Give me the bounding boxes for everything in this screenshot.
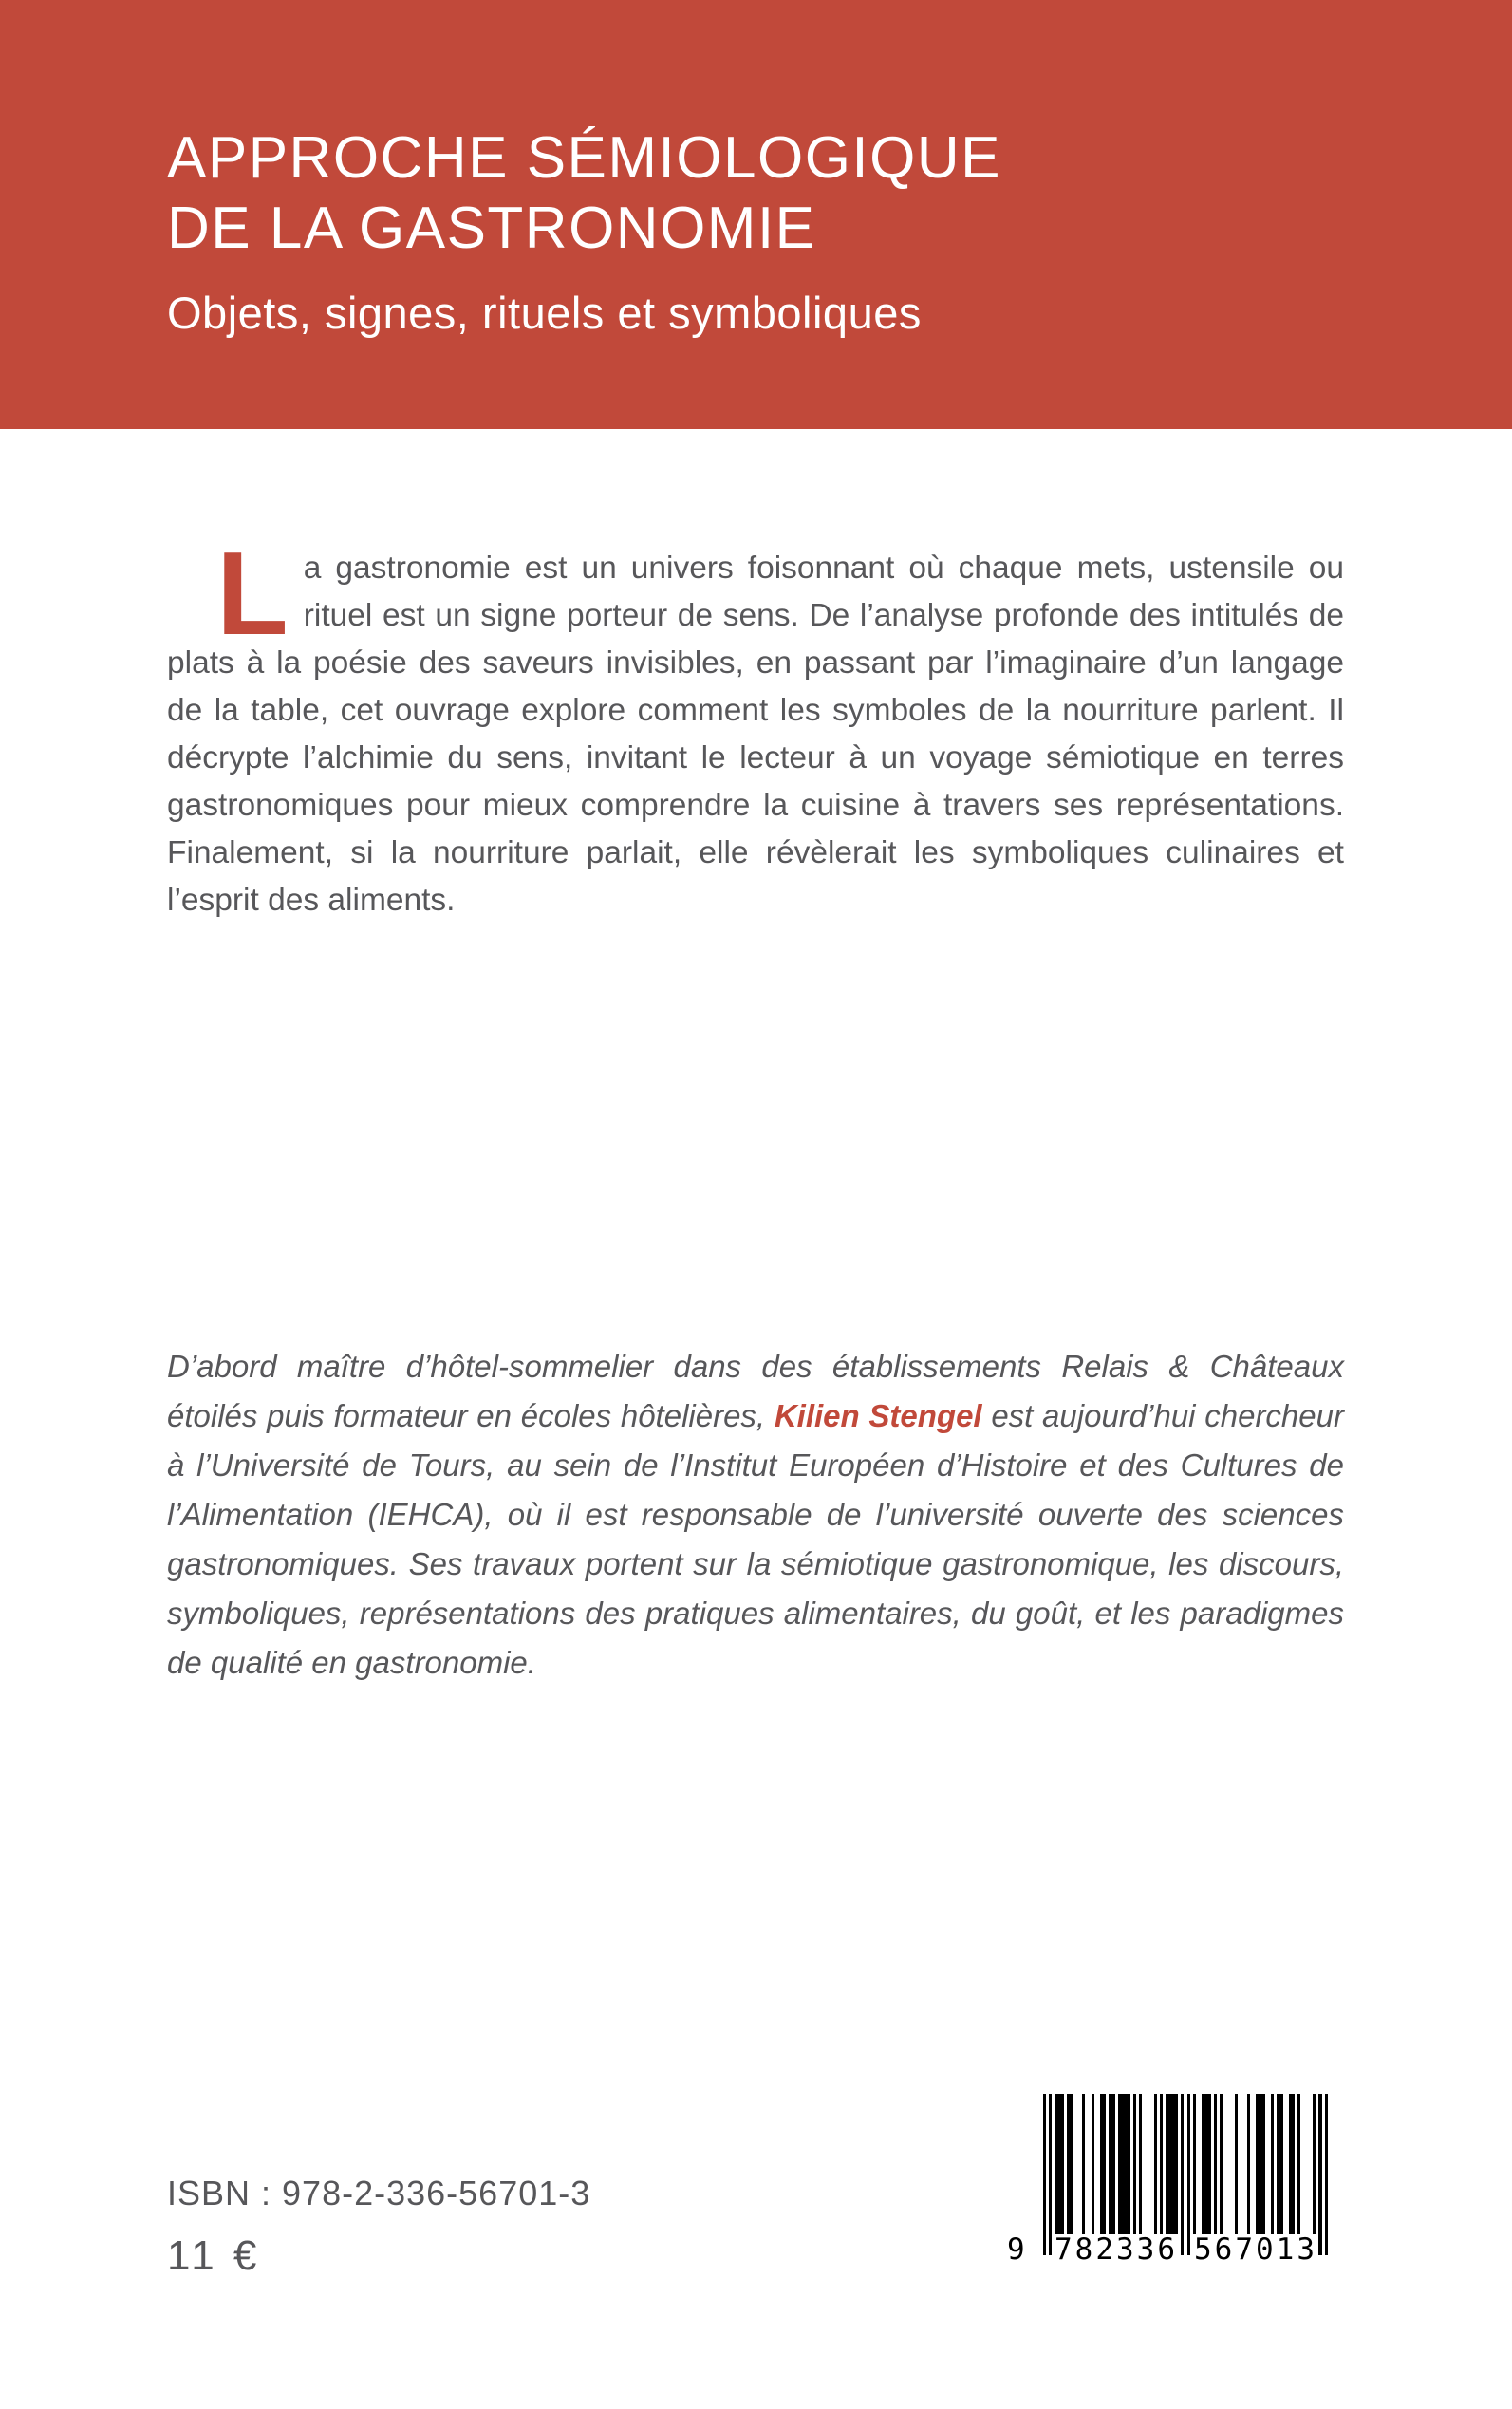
title-line-1: APPROCHE SÉMIOLOGIQUE — [167, 125, 1002, 191]
author-name: Kilien Stengel — [774, 1398, 982, 1433]
author-bio-paragraph — [167, 1342, 1344, 1688]
ean13-barcode — [1005, 2094, 1339, 2276]
dropcap-letter: L — [216, 529, 289, 660]
book-subtitle: Objets, signes, rituels et symboliques — [167, 288, 922, 338]
book-title — [167, 123, 1370, 264]
price-text: 11 € — [167, 2232, 261, 2279]
bio-text-after: est aujourd’hui chercheur à l’Université de Tours, au sein de l’Institut Européen d’Histoire et des Cultures de l’Alimentation (IEHCA), où il est responsable de l’université ouverte des sciences gastronomiques. Ses travaux portent sur la sémiotique gastronomique, les discours, symboliques, représentations des pratiques alimentaires, du goût, et les paradigmes de qualité en gastronomie. — [167, 1398, 1344, 1680]
synopsis-text: a gastronomie est un univers foisonnant où chaque mets, ustensile ou rituel est un signe porteur de sens. De l’analyse profonde des intitulés de plats à la poésie des saveurs invisibles, en passant par l’imaginaire d’un langage de la table, cet ouvrage explore comment les symboles de la nourriture parlent. Il décrypte l’alchimie du sens, invitant le lecteur à un voyage sémiotique en terres gastronomiques pour mieux comprendre la cuisine à travers ses représentations. Finalement, si la nourriture parlait, elle révèlerait les symboliques culinaires et l’esprit des aliments. — [167, 551, 1344, 918]
synopsis-paragraph — [167, 529, 1344, 924]
title-line-2: DE LA GASTRONOMIE — [167, 196, 816, 261]
barcode-digit-first: 9 — [1007, 2232, 1028, 2267]
back-cover-body — [0, 529, 1512, 1688]
publication-info — [167, 2174, 590, 2280]
barcode-bars — [1043, 2094, 1328, 2255]
bio-text-before: D’abord maître d’hôtel-sommelier dans des établissements Relais & Châteaux étoilés puis formateur en écoles hôtelières, — [167, 1349, 1344, 1433]
isbn-text: ISBN : 978-2-336-56701-3 — [167, 2174, 591, 2213]
barcode-digits-right: 567013 — [1194, 2232, 1317, 2267]
title-band — [0, 0, 1512, 429]
barcode-digits-left: 782336 — [1055, 2232, 1178, 2267]
